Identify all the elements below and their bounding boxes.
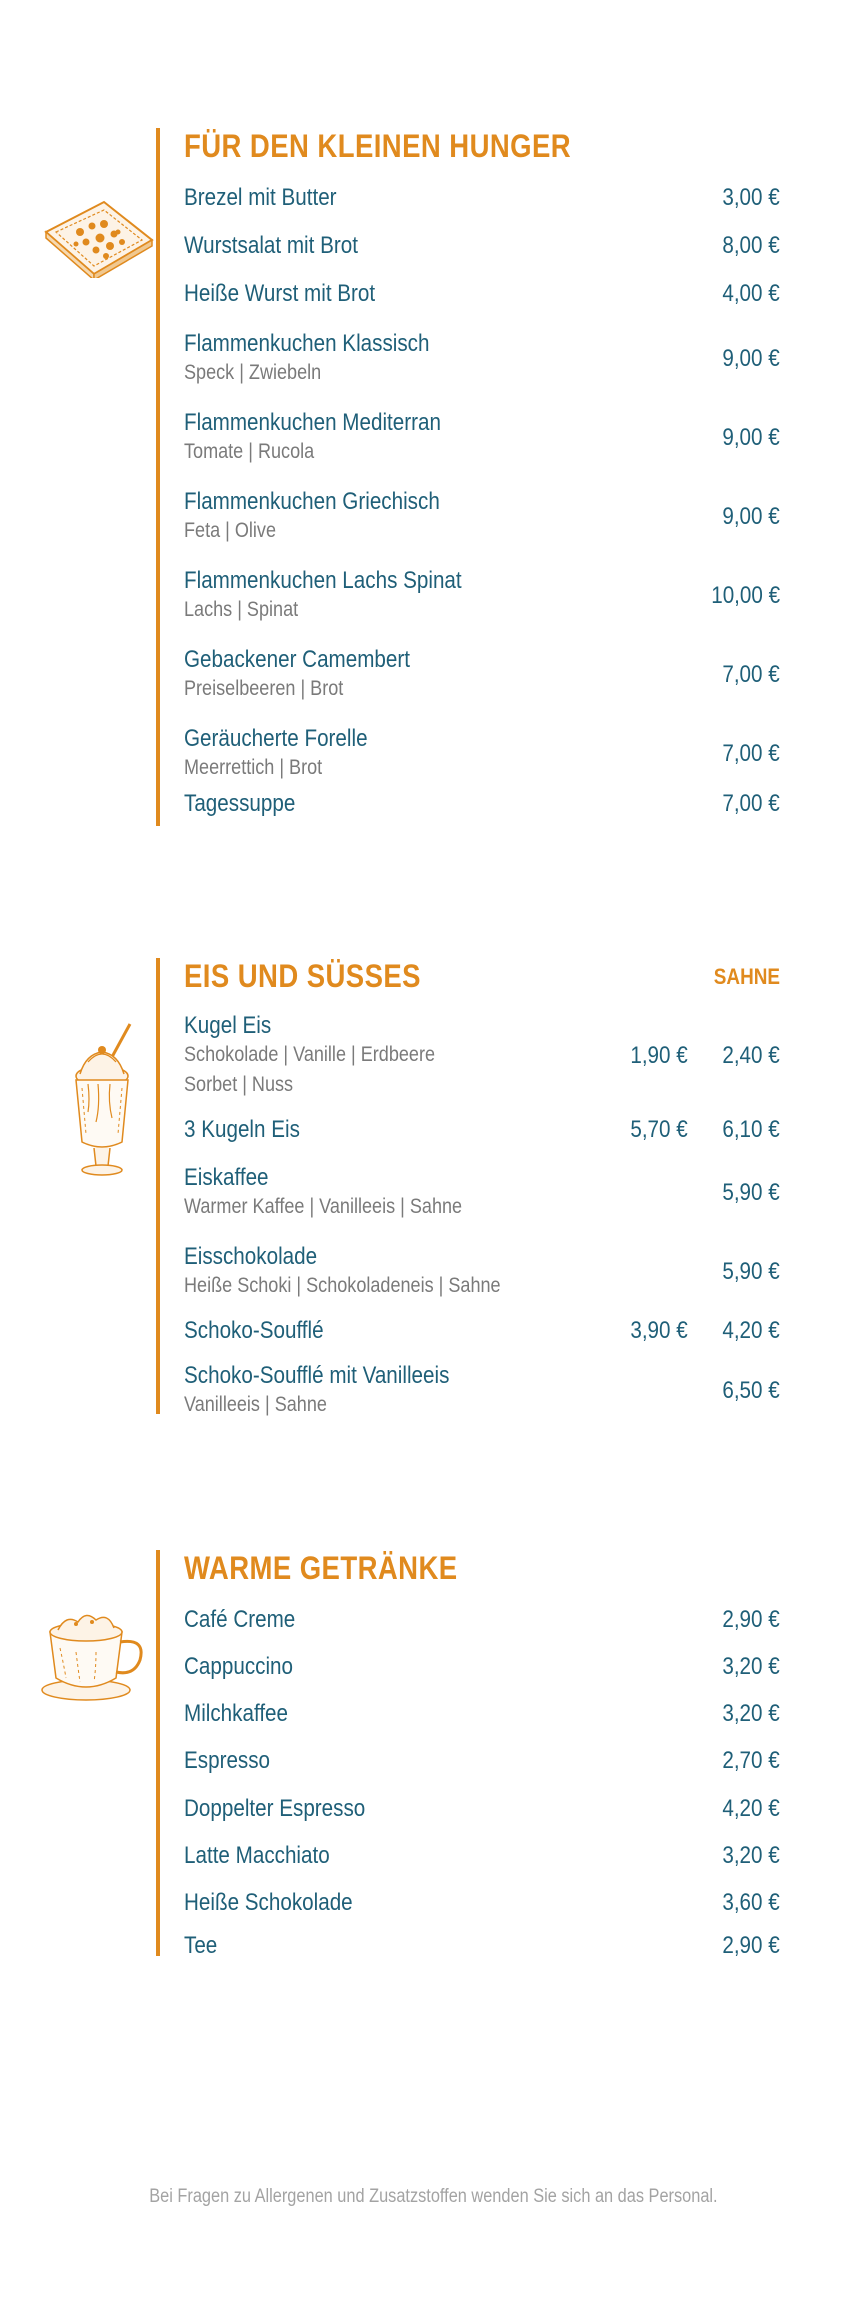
item-price: 3,20 € — [722, 1842, 780, 1869]
section-warme-getraenke — [156, 1550, 780, 1959]
item-name: Flammenkuchen Lachs Spinat — [184, 567, 462, 594]
menu-item — [184, 330, 780, 388]
menu-item — [184, 1116, 780, 1144]
item-name: Gebackener Camembert — [184, 646, 410, 673]
item-name: Tee — [184, 1932, 218, 1959]
item-name: Schoko-Soufflé mit Vanilleeis — [184, 1362, 450, 1389]
item-price: 7,00 € — [722, 740, 780, 767]
item-price: 2,90 € — [722, 1606, 780, 1633]
menu-item — [184, 1889, 780, 1917]
menu-item — [184, 409, 780, 467]
menu-item — [184, 1700, 780, 1728]
menu-item — [184, 1747, 780, 1775]
menu-item — [184, 1317, 780, 1345]
item-price: 3,20 € — [722, 1653, 780, 1680]
item-price: 9,00 € — [722, 345, 780, 372]
item-price: 7,00 € — [722, 661, 780, 688]
item-name: Flammenkuchen Mediterran — [184, 409, 441, 436]
item-description: Heiße Schoki | Schokoladeneis | Sahne — [184, 1274, 501, 1297]
item-description: Schokolade | Vanille | Erdbeere — [184, 1043, 436, 1066]
item-description: Sorbet | Nuss — [184, 1073, 294, 1096]
menu-item — [184, 790, 780, 818]
item-price-sahne: 4,20 € — [722, 1317, 780, 1344]
menu-item — [184, 725, 780, 783]
item-price: 3,00 € — [722, 184, 780, 211]
menu-item — [184, 646, 780, 704]
item-price: 4,20 € — [722, 1795, 780, 1822]
item-name: Milchkaffee — [184, 1700, 289, 1727]
item-price: 3,20 € — [722, 1700, 780, 1727]
item-name: Eiskaffee — [184, 1164, 269, 1191]
item-description: Tomate | Rucola — [184, 440, 315, 463]
menu-item — [184, 1653, 780, 1681]
item-price: 9,00 € — [722, 503, 780, 530]
item-price: 4,00 € — [722, 280, 780, 307]
item-name: Heiße Schokolade — [184, 1889, 353, 1916]
item-price: 5,70 € — [630, 1116, 688, 1143]
allergen-notice — [0, 2186, 867, 2208]
menu-item — [184, 232, 780, 260]
item-name: Latte Macchiato — [184, 1842, 330, 1869]
item-name: Doppelter Espresso — [184, 1795, 366, 1822]
menu-item — [184, 1164, 780, 1222]
section-kleinen-hunger — [156, 128, 780, 826]
menu-item — [184, 1362, 780, 1420]
flammkuchen-illustration — [40, 196, 158, 283]
item-description: Preiselbeeren | Brot — [184, 677, 344, 700]
item-name: Geräucherte Forelle — [184, 725, 368, 752]
item-price: 2,70 € — [722, 1747, 780, 1774]
item-description: Lachs | Spinat — [184, 598, 299, 621]
item-name: 3 Kugeln Eis — [184, 1116, 300, 1143]
item-price: 1,90 € — [630, 1042, 688, 1069]
item-price-sahne: 5,90 € — [722, 1179, 780, 1206]
item-name: Wurstsalat mit Brot — [184, 232, 358, 259]
menu-item — [184, 184, 780, 212]
menu-item — [184, 1932, 780, 1960]
menu-item — [184, 1842, 780, 1870]
item-description: Speck | Zwiebeln — [184, 361, 322, 384]
item-price: 10,00 € — [711, 582, 780, 609]
item-name: Flammenkuchen Klassisch — [184, 330, 430, 357]
item-price: 3,60 € — [722, 1889, 780, 1916]
section-title: EIS UND SÜSSES — [184, 958, 421, 994]
section-eis-suesses — [156, 958, 780, 1414]
item-name: Café Creme — [184, 1606, 296, 1633]
item-description: Feta | Olive — [184, 519, 277, 542]
menu-item — [184, 1012, 780, 1100]
item-price: 9,00 € — [722, 424, 780, 451]
menu-item — [184, 280, 780, 308]
item-price-sahne: 6,50 € — [722, 1377, 780, 1404]
item-name: Brezel mit Butter — [184, 184, 337, 211]
item-price-sahne: 6,10 € — [722, 1116, 780, 1143]
allergen-notice-text: Bei Fragen zu Allergenen und Zusatzstoffen wenden Sie sich an das Personal. — [149, 2186, 718, 2207]
menu-item — [184, 1795, 780, 1823]
item-price: 2,90 € — [722, 1932, 780, 1959]
item-price: 7,00 € — [722, 790, 780, 817]
section-title: WARME GETRÄNKE — [184, 1550, 458, 1586]
item-name: Kugel Eis — [184, 1012, 272, 1039]
item-name: Espresso — [184, 1747, 271, 1774]
menu-item — [184, 1243, 780, 1301]
item-description: Meerrettich | Brot — [184, 756, 323, 779]
item-name: Cappuccino — [184, 1653, 294, 1680]
item-description: Vanilleeis | Sahne — [184, 1393, 327, 1416]
item-price-sahne: 5,90 € — [722, 1258, 780, 1285]
item-price: 3,90 € — [630, 1317, 688, 1344]
menu-item — [184, 488, 780, 546]
item-name: Flammenkuchen Griechisch — [184, 488, 440, 515]
milkshake-illustration — [66, 1022, 138, 1187]
coffee-cup-illustration — [36, 1608, 152, 1709]
item-name: Heiße Wurst mit Brot — [184, 280, 376, 307]
item-name: Eisschokolade — [184, 1243, 318, 1270]
menu-item — [184, 567, 780, 625]
menu-item — [184, 1606, 780, 1634]
item-price-sahne: 2,40 € — [722, 1042, 780, 1069]
item-name: Tagessuppe — [184, 790, 296, 817]
item-name: Schoko-Soufflé — [184, 1317, 324, 1344]
item-price: 8,00 € — [722, 232, 780, 259]
column-header-sahne: SAHNE — [713, 964, 780, 989]
section-title: FÜR DEN KLEINEN HUNGER — [184, 128, 572, 164]
item-description: Warmer Kaffee | Vanilleeis | Sahne — [184, 1195, 463, 1218]
